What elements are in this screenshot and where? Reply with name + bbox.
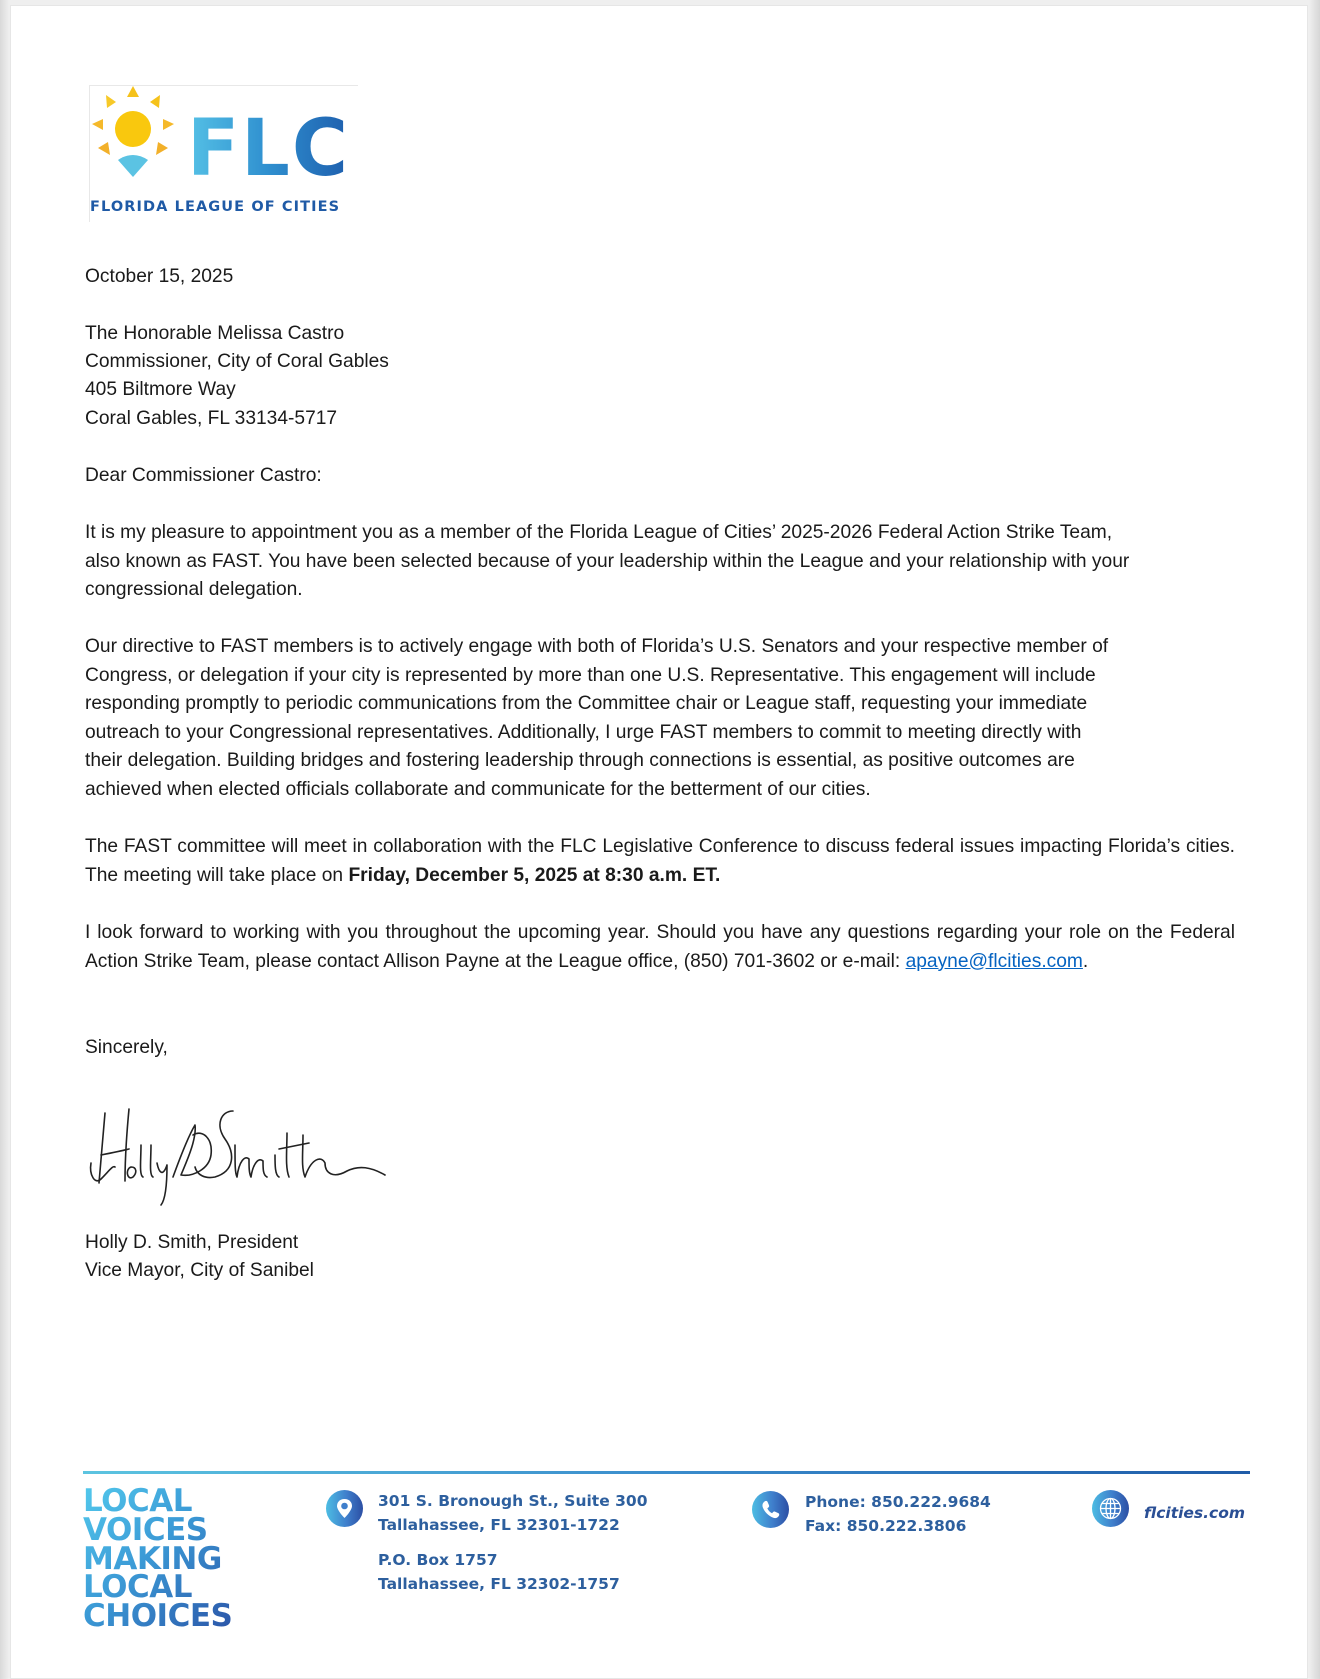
- po-box: P.O. Box 1757: [378, 1551, 498, 1569]
- signature: [85, 1105, 405, 1215]
- address-street: 301 S. Bronough St., Suite 300: [378, 1492, 648, 1510]
- paragraph-4-trailing: .: [1082, 950, 1089, 972]
- paragraph-2-line: their delegation. Building bridges and fostering leadership through connections is essential, as positive outcomes are: [85, 750, 1075, 771]
- footer-slogan: [83, 1483, 233, 1635]
- paragraph-2-line: responding promptly to periodic communications from the Committee chair or League staff, requesting your immediate: [85, 693, 1088, 714]
- recipient-line: 405 Biltmore Way: [85, 379, 236, 400]
- website-link[interactable]: flcities.com: [1144, 1504, 1246, 1522]
- flc-logo: [89, 85, 358, 222]
- paragraph-2-line: Our directive to FAST members is to actively engage with both of Florida’s U.S. Senators and your respective member of: [85, 636, 1109, 657]
- logo-subtitle: FLORIDA LEAGUE OF CITIES: [90, 199, 341, 215]
- signature-name: Holly D. Smith, President: [85, 1232, 299, 1253]
- meeting-datetime: Friday, December 5, 2025 at 8:30 a.m. ET.: [348, 864, 721, 886]
- phone-number: Phone: 850.222.9684: [805, 1493, 991, 1511]
- paragraph-2-line: achieved when elected officials collaborate and communicate for the betterment of our cities.: [85, 779, 871, 800]
- paragraph-3: [85, 833, 1235, 890]
- po-city: Tallahassee, FL 32302-1757: [378, 1574, 620, 1593]
- paragraph-2-line: outreach to your Congressional representatives. Additionally, I urge FAST members to commit to meeting directly with: [85, 722, 1082, 743]
- letter-date: October 15, 2025: [85, 266, 234, 287]
- sun-icon: [90, 86, 190, 196]
- recipient-line: Coral Gables, FL 33134-5717: [85, 408, 338, 429]
- recipient-line: Commissioner, City of Coral Gables: [85, 351, 389, 372]
- slogan-line: MAKING: [83, 1540, 222, 1577]
- phone-icon: [752, 1491, 789, 1528]
- paragraph-1-line: It is my pleasure to appointment you as a member of the Florida League of Cities’ 2025-2026 Federal Action Strike Team,: [85, 522, 1113, 543]
- paragraph-2-line: Congress, or delegation if your city is represented by more than one U.S. Representative. This engagement will include: [85, 665, 1096, 686]
- footer-address: [378, 1490, 647, 1596]
- closing: Sincerely,: [85, 1037, 168, 1058]
- slogan-line: CHOICES: [83, 1598, 233, 1635]
- location-pin-icon: [326, 1490, 363, 1527]
- footer-divider: [83, 1471, 1250, 1474]
- address-city: Tallahassee, FL 32301-1722: [378, 1515, 620, 1534]
- signature-title: Vice Mayor, City of Sanibel: [85, 1260, 314, 1281]
- globe-icon: [1092, 1490, 1129, 1527]
- slogan-line: LOCAL: [83, 1569, 192, 1606]
- slogan-line: LOCAL: [83, 1483, 192, 1519]
- salutation: Dear Commissioner Castro:: [85, 465, 322, 486]
- recipient-line: The Honorable Melissa Castro: [85, 323, 345, 344]
- paragraph-4-text: I look forward to working with you throughout the upcoming year. Should you have any questions regarding your role on the Federal Action Strike Team, please contact Allison Payne at the League office, (850) 701-3602 or e-mail:: [85, 922, 1235, 972]
- logo-mark: FLC: [187, 104, 350, 194]
- footer-contact: [805, 1491, 991, 1538]
- slogan-line: VOICES: [83, 1511, 208, 1548]
- paragraph-4: [85, 919, 1235, 976]
- paragraph-1-line: congressional delegation.: [85, 579, 303, 600]
- fax-number: Fax: 850.222.3806: [805, 1516, 967, 1535]
- email-link[interactable]: apayne@flcities.com: [905, 950, 1083, 972]
- paragraph-1-line: also known as FAST. You have been selected because of your leadership within the League and your relationship with your: [85, 551, 1130, 572]
- letter-page: [10, 5, 1308, 1679]
- paragraph-3-text: The FAST committee will meet in collaboration with the FLC Legislative Conference to discuss federal issues impacting Florida’s cities. The meeting will take place on: [85, 836, 1235, 886]
